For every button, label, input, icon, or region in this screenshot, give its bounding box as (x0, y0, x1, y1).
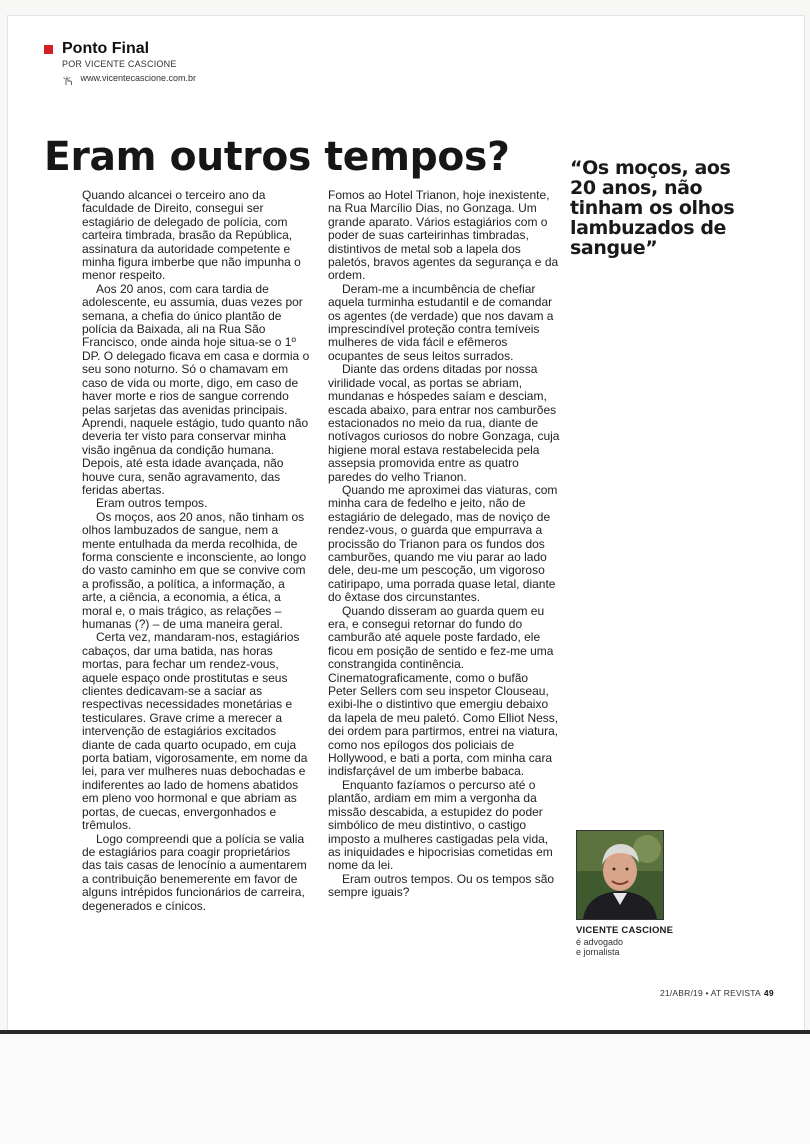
paragraph: Logo compreendi que a polícia se valia de estagiários para coagir proprietários das tais casas de lenocínio a aumentarem a contribuição benemerente em favor de alguns intrépidos funcionários de carreira, degenerados e cínicos. (82, 831, 307, 913)
paragraph: Diante das ordens ditadas por nossa virilidade vocal, as portas se abriam, mundanas e hóspedes saíam e desciam, escada abaixo, para entrar nos camburões estacionados no meio da rua, diante de notívagos curiosos do nobre Gonzaga, cuja higiene moral estava restabelecida pela assepsia promovida entre as quatro paredes do velho Trianon. (328, 362, 560, 484)
paragraph: Deram-me a incumbência de chefiar aquela turminha estudantil e de comandar os agentes (de verdade) que nos davam a imprescindível proteção contra temíveis mulheres de vida fácil e efêmeros ocupantes de seus leitos surrados. (328, 281, 554, 363)
folio (660, 988, 774, 998)
author-photo (576, 830, 664, 920)
page-number: 49 (763, 988, 774, 998)
paragraph: Eram outros tempos. Ou os tempos são sempre iguais? (328, 871, 555, 900)
paragraph: Fomos ao Hotel Trianon, hoje inexistente, na Rua Marcílio Dias, no Gonzaga. Um grande aparato. Vários estagiários com o poder de suas carteirinhas timbradas, distintivos de metal sob a lapela dos paletós, bravos agentes da segurança e da ordem. (328, 188, 559, 283)
byline: POR VICENTE CASCIONE (62, 59, 177, 69)
scan-background (0, 1034, 810, 1144)
author-name: VICENTE CASCIONE (576, 925, 674, 936)
paragraph: Eram outros tempos. (96, 496, 208, 511)
paragraph: Enquanto fazíamos o percurso até o plantão, ardiam em mim a vergonha da missão descabida, a estupidez do poder simbólico de meu distintivo, o castigo imposto a mulheres castigadas pela vida, as iniquidades e hipocrisias cometidas em nome da lei. (328, 777, 553, 873)
click-hand-icon (62, 73, 74, 83)
paragraph: Quando alcancei o terceiro ano da faculdade de Direito, consegui ser estagiário de delegado de polícia, com carteira timbrada, brasão da República, assinatura da autoridade competente e minha figura imberbe que não impunha o menor respeito. (82, 188, 301, 283)
section-marker (44, 45, 53, 54)
paragraph: Certa vez, mandaram-nos, estagiários cabaços, dar uma batida, nas horas mortas, para fechar um rendez-vous, aquele espaço onde prostitutas e seus clientes dedicavam-se a saciar as respectivas necessidades monetárias e testiculares. Grave crime a merecer a intervenção de estagiários excitados diante de cada quarto ocupado, em cuja porta batiam, vigorosamente, em nome da lei, para ver mulheres nuas debochadas e indiferentes ao lado de homens abatidos em pleno voo hormonal e que abriam as portas, de cuecas, envergonhados e trêmulos. (82, 630, 308, 833)
issue-date-publication: 21/ABR/19 • AT REVISTA (660, 988, 761, 998)
author-bio (576, 937, 666, 957)
author-website: www.vicentecascione.com.br (80, 72, 196, 83)
article-headline: Eram outros tempos? (44, 134, 510, 180)
author-bio-line: e jornalista (576, 947, 620, 957)
article-column-1 (82, 189, 310, 913)
paragraph: Quando disseram ao guarda quem eu era, e consegui retornar do fundo do camburão até aquele poste fardado, ele ficou em posição de sentido e fez-me uma constrangida continência. Cinematograficamente, como o bufão Peter Sellers com seu inspetor Clouseau, exibi-lhe o distintivo que emergiu debaixo da lapela de meu paletó. Como Elliot Ness, dei ordem para partirmos, entrei na viatura, como nos epílogos dos policiais de Hollywood, e bati a porta, com minha cara indisfarçável de um imberbe babaca. (328, 603, 559, 779)
article-column-2 (328, 189, 560, 900)
pull-quote: “Os moços, aos 20 anos, não tinham os olhos lambuzados de sangue” (570, 157, 735, 259)
paragraph: Os moços, aos 20 anos, não tinham os olhos lambuzados de sangue, nem a mente entulhada da merda recolhida, de forma consciente e inconsciente, ao longo do vasto caminho em que se convive com a profissão, a política, a informação, a arte, a ciência, a economia, a ética, a moral e, o mais trágico, as relações – humanas (?) – de uma maneira geral. (82, 509, 307, 631)
section-title: Ponto Final (62, 40, 150, 57)
paragraph: Aos 20 anos, com cara tardia de adolescente, eu assumia, duas vezes por semana, a chefia do único plantão de polícia da Baixada, ali na Rua São Francisco, onde ainda hoje situa-se o 1º DP. O delegado ficava em casa e dormia o seu sono noturno. Só o chamavam em caso de vida ou morte, digo, em caso de haver morte e rios de sangue correndo pelas sarjetas das avenidas principais. Aprendi, naquele estágio, tudo quanto não deveria ter visto para conservar minha visão ingênua da condição humana. Depois, até esta idade avançada, não houve cura, senão agravamento, das feridas abertas. (82, 281, 310, 497)
website-row (62, 69, 196, 87)
author-bio-line: é advogado (576, 937, 624, 947)
paragraph: Quando me aproximei das viaturas, com minha cara de fedelho e jeito, não de estagiário de delegado, mas de noviço de rendez-vous, o guarda que empurrava a procissão do Trianon para os fundos dos camburões, quando me viu parar ao lado dele, deu-me um pescoção, um vigoroso catiripapo, uma porrada quase letal, diante do êxtase dos circunstantes. (328, 482, 558, 605)
